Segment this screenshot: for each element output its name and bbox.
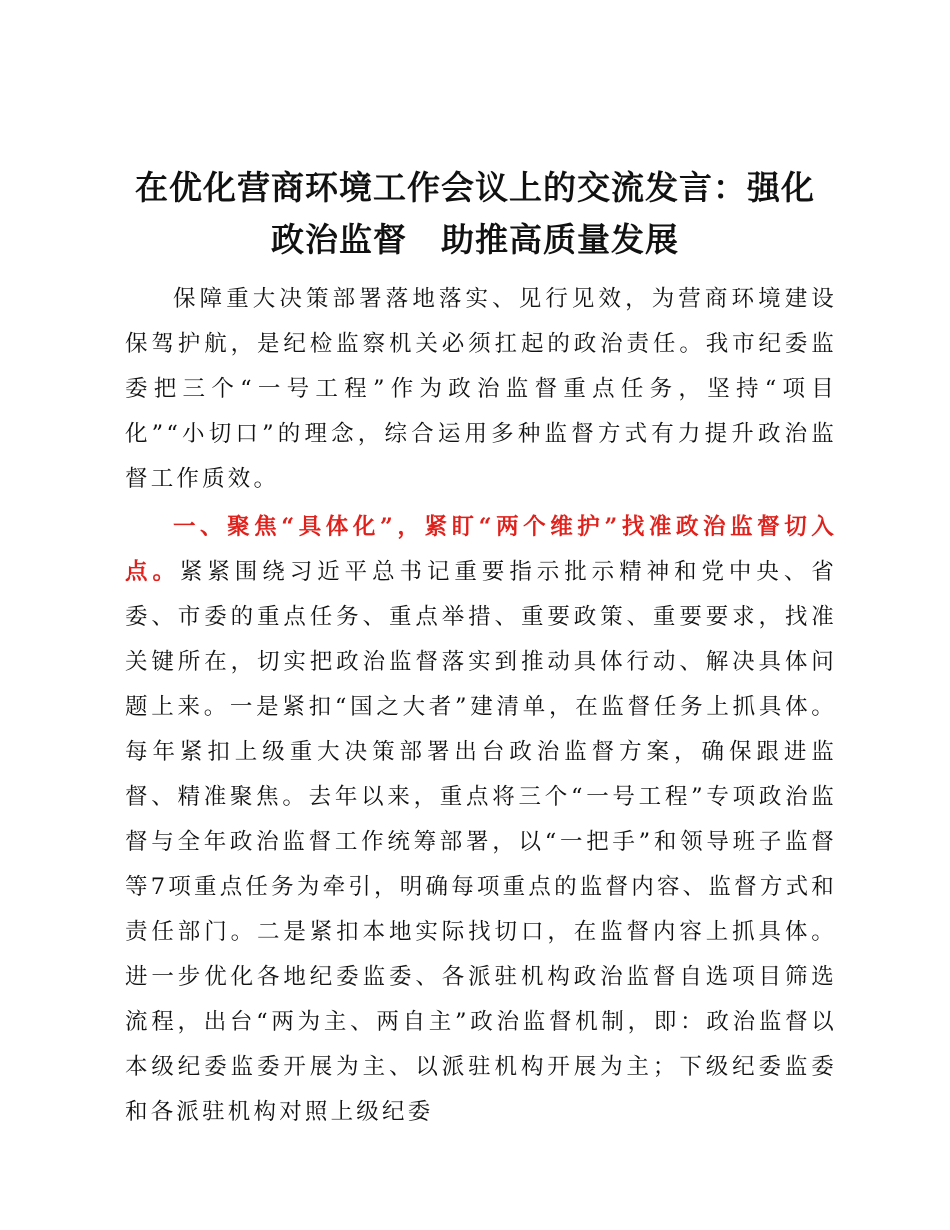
- section-1-paragraph: [125, 505, 837, 1135]
- intro-paragraph: 保障重大决策部署落地落实、见行见效，为营商环境建设保驾护航，是纪检监察机关必须扛起的政治责任。我市纪委监委把三个“一号工程”作为政治监督重点任务，坚持“项目化”“小切口”的理念，综合运用多种监督方式有力提升政治监督工作质效。: [125, 286, 837, 492]
- section-1-body: 紧紧围绕习近平总书记重要指示批示精神和党中央、省委、市委的重点任务、重点举措、重要政策、重要要求，找准关键所在，切实把政治监督落实到推动具体行动、解决具体问题上来。一是紧扣“国之大者”建清单，在监督任务上抓具体。每年紧扣上级重大决策部署出台政治监督方案，确保跟进监督、精准聚焦。去年以来，重点将三个“一号工程”专项政治监督与全年政治监督工作统筹部署，以“一把手”和领导班子监督等7项重点任务为牵引，明确每项重点的监督内容、监督方式和责任部门。二是紧扣本地实际找切口，在监督内容上抓具体。进一步优化各地纪委监委、各派驻机构政治监督自选项目筛选流程，出台“两为主、两自主”政治监督机制，即：政治监督以本级纪委监委开展为主、以派驻机构开展为主；下级纪委监委和各派驻机构对照上级纪委: [125, 559, 837, 1125]
- title-line-2: 政治监督 助推高质量发展: [271, 220, 679, 259]
- section-1-heading: 一、聚焦“具体化”，紧盯“两个维护”找准政治监督切入点。: [125, 514, 837, 585]
- title-line-1: 在优化营商环境工作会议上的交流发言：强化: [135, 168, 815, 207]
- page-title: [120, 162, 830, 266]
